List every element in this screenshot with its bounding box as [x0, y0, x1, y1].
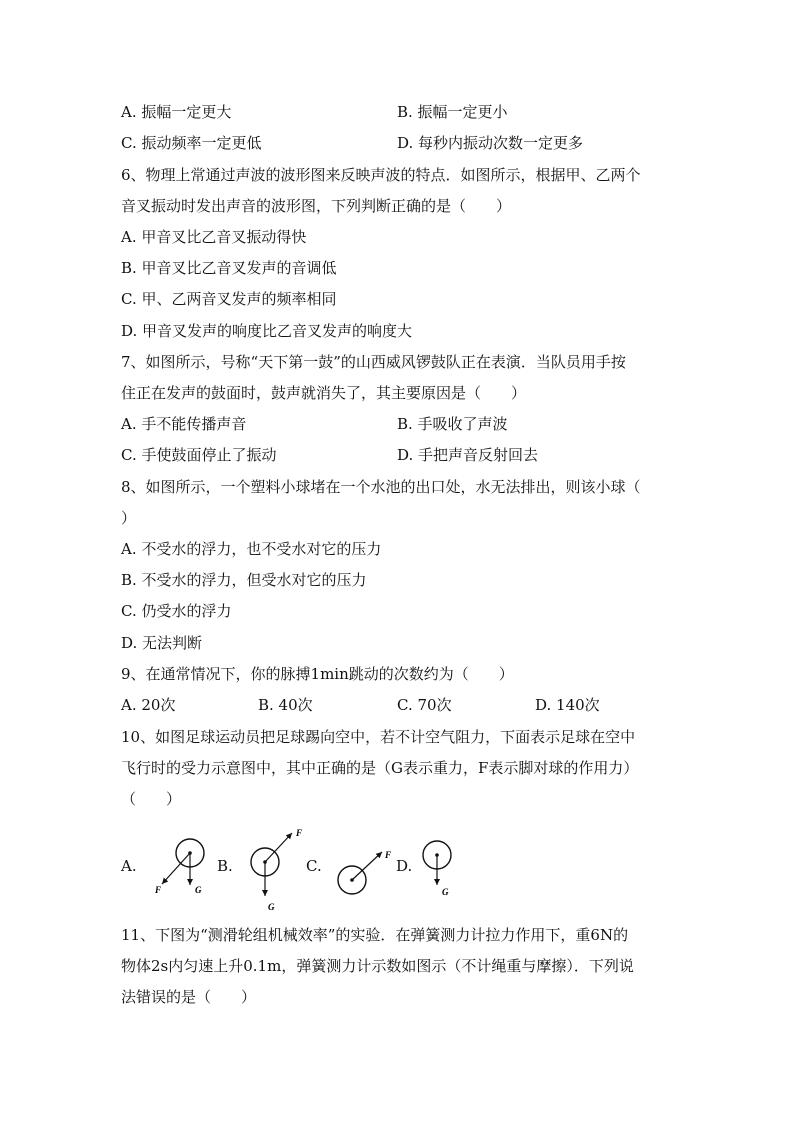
q6-option-b: B. 甲音叉比乙音叉发声的音调低 — [121, 259, 337, 277]
q5-option-a: A. 振幅一定更大 — [121, 103, 232, 121]
q8-stem-line-2: ） — [121, 509, 137, 527]
q10-diagram-c — [338, 850, 391, 894]
q7-option-c: C. 手使鼓面停止了振动 — [121, 446, 277, 464]
q11-stem-line-1: 11、下图为“测滑轮组机械效率”的实验．在弹簧测力计拉力作用下，重6N的 — [121, 926, 629, 944]
q9-option-c: C. 70次 — [397, 696, 452, 714]
q6-stem-line-1: 6、物理上常通过声波的波形图来反映声波的特点．如图所示，根据甲、乙两个 — [121, 166, 641, 184]
q7-option-d: D. 手把声音反射回去 — [397, 446, 539, 464]
q10-diagram-b — [251, 828, 302, 912]
q5-option-d: D. 每秒内振动次数一定更多 — [397, 134, 584, 152]
q5-option-c: C. 振动频率一定更低 — [121, 134, 262, 152]
q10-figure-label-d: D. — [396, 857, 413, 875]
force-f-label-a: F — [155, 885, 162, 895]
q7-stem-line-1: 7、如图所示，号称“天下第一鼓”的山西威风锣鼓队正在表演．当队员用手按 — [121, 353, 626, 371]
q9-stem: 9、在通常情况下，你的脉搏1min跳动的次数约为（ ） — [121, 665, 514, 683]
force-g-label-b: G — [268, 902, 275, 912]
q11-stem-line-3: 法错误的是（ ） — [121, 988, 257, 1006]
q10-diagram-a — [154, 839, 204, 895]
q10-diagram-d — [423, 841, 451, 897]
q9-option-b: B. 40次 — [258, 696, 313, 714]
q8-option-b: B. 不受水的浮力，但受水对它的压力 — [121, 571, 367, 589]
force-g-label-d: G — [442, 887, 449, 897]
q7-option-b: B. 手吸收了声波 — [397, 415, 508, 433]
q9-option-a: A. 20次 — [121, 696, 176, 714]
q8-stem-line-1: 8、如图所示，一个塑料小球堵在一个水池的出口处，水无法排出，则该小球（ — [121, 478, 641, 496]
q6-option-d: D. 甲音叉发声的响度比乙音叉发声的响度大 — [121, 322, 413, 340]
q7-option-a: A. 手不能传播声音 — [121, 415, 247, 433]
q7-stem-line-2: 住正在发声的鼓面时，鼓声就消失了，其主要原因是（ ） — [121, 384, 527, 402]
q10-figure-label-a: A. — [121, 857, 137, 875]
q8-option-d: D. 无法判断 — [121, 634, 203, 652]
force-f-arrow-c — [352, 852, 382, 880]
q8-option-c: C. 仍受水的浮力 — [121, 602, 232, 620]
q6-stem-line-2: 音叉振动时发出声音的波形图，下列判断正确的是（ ） — [121, 197, 512, 215]
force-f-label-b: F — [296, 828, 303, 838]
q10-figure-label-b: B. — [217, 857, 233, 875]
q6-option-c: C. 甲、乙两音叉发声的频率相同 — [121, 290, 337, 308]
q11-stem-line-2: 物体2s内匀速上升0.1m，弹簧测力计示数如图示（不计绳重与摩擦）．下列说 — [121, 957, 634, 975]
q9-option-d: D. 140次 — [535, 696, 600, 714]
force-f-arrow-a — [162, 853, 190, 884]
q10-figure-label-c: C. — [306, 857, 322, 875]
force-g-label-a: G — [195, 885, 202, 895]
force-f-label-c: F — [385, 850, 392, 860]
q8-option-a: A. 不受水的浮力，也不受水对它的压力 — [121, 540, 382, 558]
q10-stem-line-1: 10、如图足球运动员把足球踢向空中，若不计空气阻力，下面表示足球在空中 — [121, 728, 636, 746]
q5-option-b: B. 振幅一定更小 — [397, 103, 508, 121]
q10-stem-line-3: （ ） — [121, 790, 182, 808]
q6-option-a: A. 甲音叉比乙音叉振动得快 — [121, 228, 307, 246]
q10-stem-line-2: 飞行时的受力示意图中，其中正确的是（G表示重力，F表示脚对球的作用力） — [121, 759, 639, 777]
